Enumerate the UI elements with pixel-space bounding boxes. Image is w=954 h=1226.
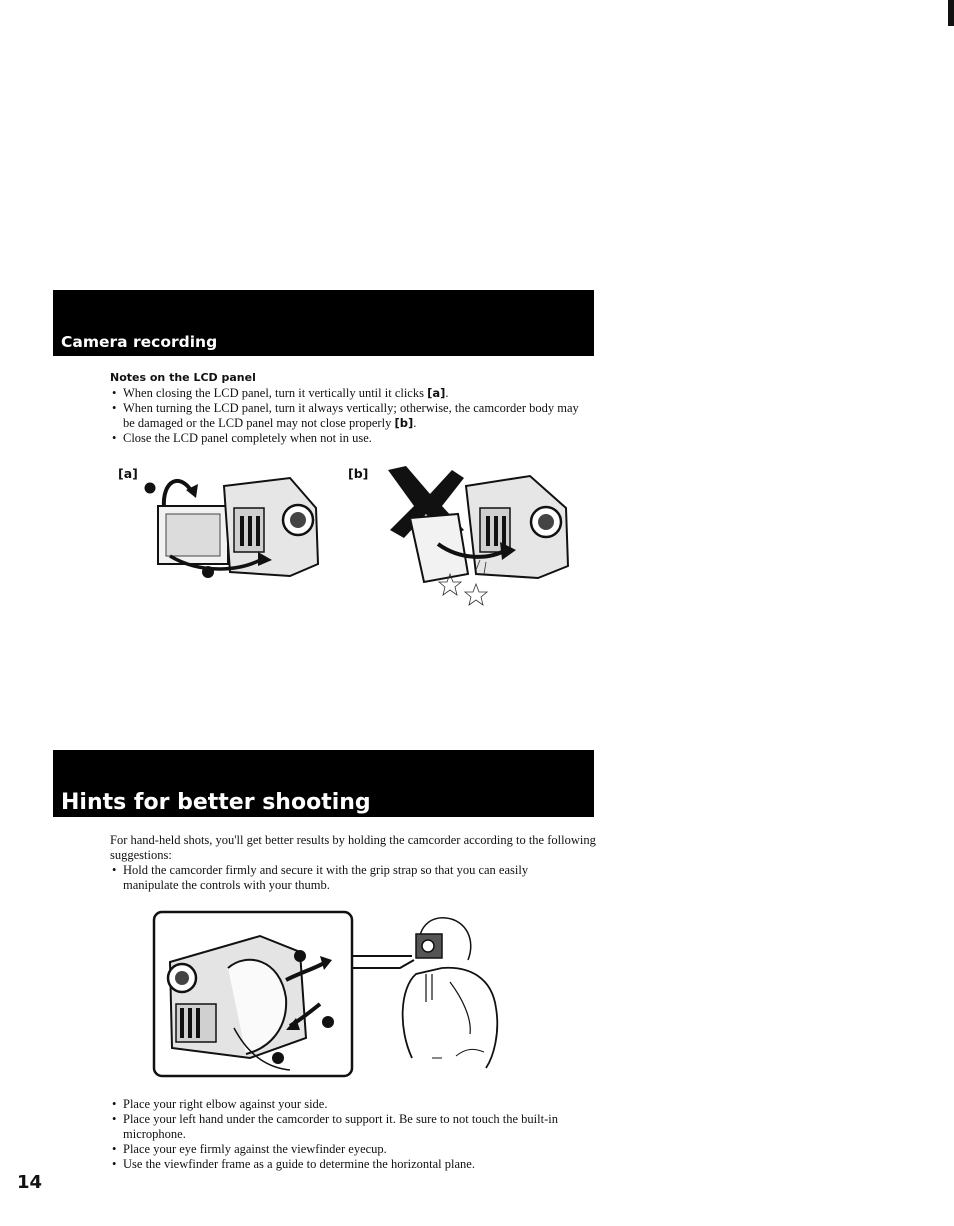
edge-tab-mark [948,0,954,26]
list-item: • Use the viewfinder frame as a guide to determine the horizontal plane. [110,1157,580,1172]
section-banner-hints [53,750,594,817]
list-item: • Hold the camcorder firmly and secure it with the grip strap so that you can easily manipulate the controls with your thumb. [110,863,580,893]
figure-label-a: [a] [118,466,138,481]
list-item: • Close the LCD panel completely when not in use. [110,431,580,446]
camcorder-grip-illustration [150,908,506,1080]
section-banner-camera-recording [53,290,594,356]
grip-tips-list [110,863,580,893]
list-item: • Place your right elbow against your side. [110,1097,580,1112]
intro-paragraph: For hand-held shots, you'll get better results by holding the camcorder according to the following suggestions: [110,833,596,862]
section-title: Hints for better shooting [61,790,371,815]
list-item: • When closing the LCD panel, turn it vertically until it clicks [a]. [110,386,580,401]
lcd-notes-list [110,386,580,446]
lcd-wrong-turn-illustration [380,464,580,600]
page-number: 14 [17,1172,43,1193]
subheading-lcd-notes: Notes on the LCD panel [110,371,256,384]
figure-label-b: [b] [348,466,369,481]
list-item: • Place your left hand under the camcorder to support it. Be sure to not touch the built-in microphone. [110,1112,580,1142]
list-item: • When turning the LCD panel, turn it always vertically; otherwise, the camcorder body may be damaged or the LCD panel may not close properly [b]. [110,401,580,431]
lcd-close-illustration [140,468,330,583]
list-item: • Place your eye firmly against the viewfinder eyecup. [110,1142,580,1157]
posture-tips-list [110,1097,580,1172]
section-title: Camera recording [61,333,218,351]
